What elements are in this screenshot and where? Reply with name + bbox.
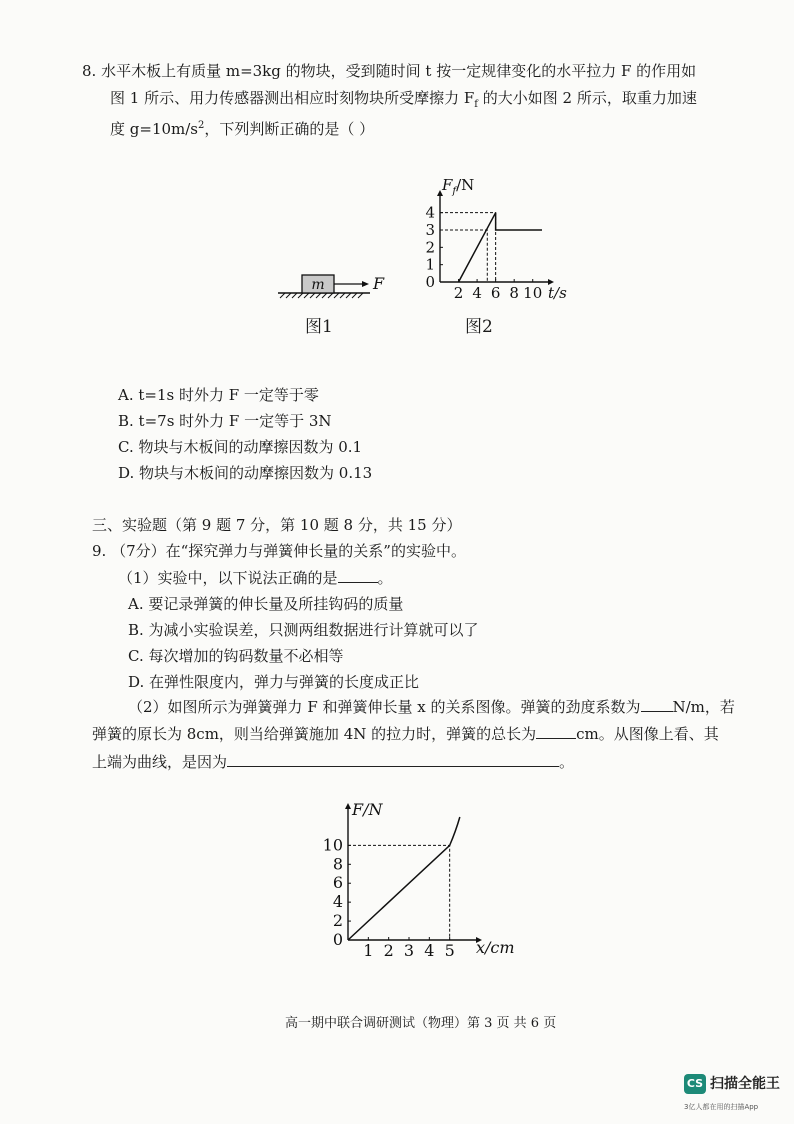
q8-option-b: B. t=7s 时外力 F 一定等于 3N	[118, 412, 332, 430]
q9-sub2-line2	[92, 724, 719, 744]
dashed-guide	[440, 230, 487, 282]
page-footer: 高一期中联合调研测试（物理）第 3 页 共 6 页	[285, 1016, 557, 1031]
q8-line2b: 的大小如图 2 所示，取重力加速	[477, 89, 697, 107]
y-tick-label: 4	[425, 203, 435, 222]
force-label: F	[373, 274, 385, 293]
q9-sub2-l1a: （2）如图所示为弹簧弹力 F 和弹簧伸长量 x 的关系图像。弹簧的劲度系数为	[128, 698, 641, 716]
q8-line1: 8. 水平木板上有质量 m=3kg 的物块，受到随时间 t 按一定规律变化的水平拉力 F 的作用如	[82, 62, 697, 80]
q9-sub2-line3	[92, 752, 574, 772]
x-tick-label: 8	[509, 284, 519, 302]
q9-sub2-l1b: N/m，若	[672, 698, 735, 716]
figure-3-chart	[300, 795, 530, 965]
y-tick-label: 6	[332, 873, 343, 893]
q8-line3-sup: 2	[198, 120, 205, 131]
camscanner-name: 扫描全能王	[710, 1076, 780, 1092]
figure-1-diagram	[270, 265, 390, 305]
x-axis-label: t/s	[548, 284, 567, 302]
x-tick-label: 2	[383, 941, 394, 960]
y-tick-label: 0	[332, 930, 343, 949]
y-tick-label: 0	[425, 273, 435, 291]
y-axis-arrowhead	[345, 803, 351, 809]
q9-stiffness-blank[interactable]	[641, 697, 673, 712]
q9-sub1-end: 。	[377, 569, 393, 587]
q9-option-c: C. 每次增加的钩码数量不必相等	[128, 647, 344, 665]
x-tick-label: 4	[472, 284, 482, 302]
q9-sub1-text: （1）实验中，以下说法正确的是	[118, 569, 338, 587]
x-tick-label: 1	[363, 941, 374, 960]
q9-sub2-l3a: 上端为曲线，是因为	[92, 753, 228, 771]
series-line	[348, 817, 460, 940]
q9-sub1	[118, 568, 393, 588]
q9-sub2-line1	[128, 697, 735, 717]
section-3-heading: 三、实验题（第 9 题 7 分，第 10 题 8 分，共 15 分）	[92, 516, 462, 534]
y-tick-label: 10	[322, 835, 343, 855]
camscanner-logo: CS	[684, 1074, 706, 1094]
x-tick-label: 2	[453, 284, 464, 302]
x-axis-label: x/cm	[476, 938, 515, 957]
q8-line3a: 度 g=10m/s	[110, 120, 199, 138]
q8-line3	[110, 116, 374, 139]
q8-line2	[110, 88, 697, 115]
figure-1-caption: 图1	[305, 317, 333, 337]
camscanner-subtitle: 3亿人都在用的扫描App	[684, 1103, 759, 1111]
y-tick-label: 4	[332, 892, 343, 912]
figure-2-caption: 图2	[465, 317, 493, 337]
x-tick-label: 6	[490, 284, 501, 302]
x-tick-label: 10	[523, 284, 543, 302]
q8-line2-sub: f	[474, 99, 478, 110]
y-axis-label: F/N	[352, 800, 383, 819]
series-line	[459, 213, 542, 282]
y-tick-label: 3	[425, 221, 435, 239]
q9-stem: 9. （7分）在“探究弹力与弹簧伸长量的关系”的实验中。	[92, 542, 466, 560]
q9-option-a: A. 要记录弹簧的伸长量及所挂钩码的质量	[128, 595, 404, 613]
x-tick-label: 3	[403, 941, 415, 960]
q8-line3b: ，下列判断正确的是（ ）	[204, 120, 375, 138]
x-tick-label: 4	[424, 941, 435, 960]
q8-option-d: D. 物块与木板间的动摩擦因数为 0.13	[118, 464, 373, 482]
y-tick-label: 2	[425, 238, 435, 257]
y-tick-label: 8	[332, 854, 343, 874]
q9-sub2-l2a: 弹簧的原长为 8cm，则当给弹簧施加 4N 的拉力时，弹簧的总长为	[92, 725, 537, 743]
q9-sub2-l3b: 。	[559, 753, 575, 771]
y-axis-label: $F_f/N$	[442, 176, 475, 197]
y-tick-label: 2	[332, 911, 343, 931]
q9-length-blank[interactable]	[536, 724, 576, 739]
q9-reason-blank[interactable]	[227, 752, 559, 767]
q9-sub1-blank[interactable]	[338, 568, 378, 583]
mass-label: m	[311, 277, 325, 293]
q8-line2a: 图 1 所示、用力传感器测出相应时刻物块所受摩擦力 F	[110, 89, 475, 107]
q9-option-d: D. 在弹性限度内，弹力与弹簧的长度成正比	[128, 673, 420, 691]
x-tick-label: 5	[444, 941, 455, 960]
q8-option-a: A. t=1s 时外力 F 一定等于零	[118, 386, 319, 404]
figure-2-chart	[410, 170, 580, 305]
y-tick-label: 1	[425, 255, 435, 274]
q9-option-b: B. 为减小实验误差，只测两组数据进行计算就可以了	[128, 621, 479, 639]
q8-option-c: C. 物块与木板间的动摩擦因数为 0.1	[118, 438, 363, 456]
dashed-guide	[440, 213, 496, 282]
q9-sub2-l2b: cm。从图像上看、其	[576, 725, 719, 743]
